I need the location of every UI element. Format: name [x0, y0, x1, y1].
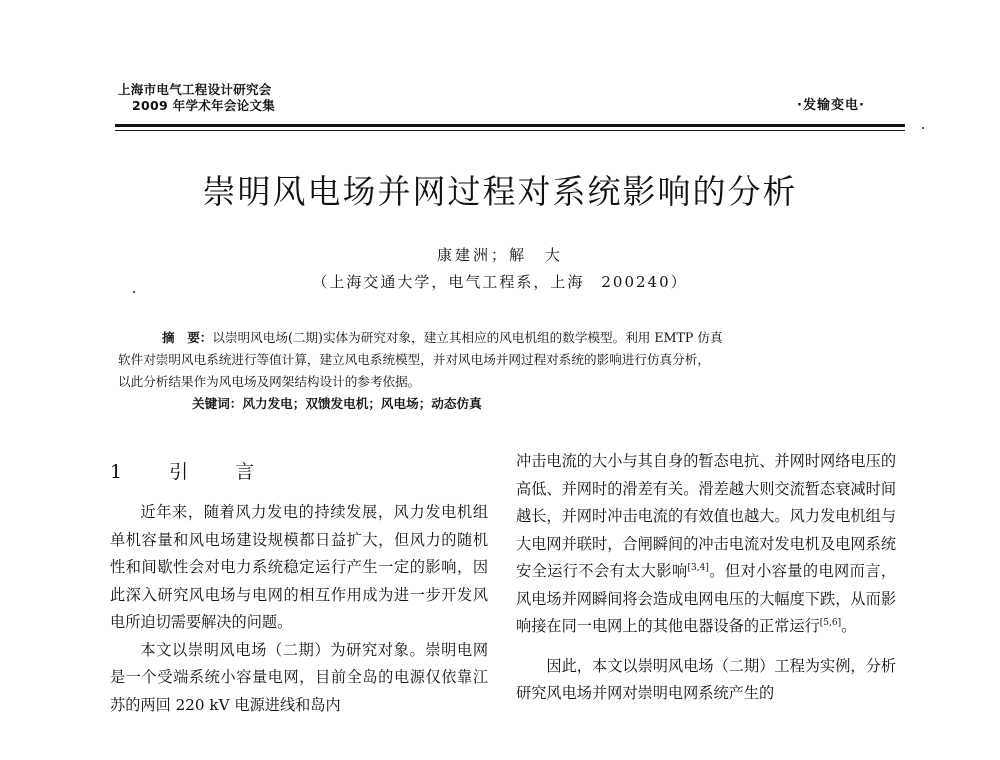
abstract-line: 软件对崇明风电系统进行等值计算，建立风电系统模型，并对风电场并网过程对系统的影响进行仿真分析， — [118, 352, 710, 367]
citation: [3,4] — [687, 562, 709, 573]
paper-authors: 康建洲；解 大 — [436, 246, 563, 264]
journal-header — [118, 82, 275, 114]
abstract — [118, 327, 883, 415]
scan-speck — [922, 127, 924, 129]
header-rule-thin — [115, 130, 905, 131]
paper-affiliation: （上海交通大学，电气工程系，上海 200240） — [312, 273, 688, 291]
body-paragraph: 本文以崇明风电场（二期）为研究对象。崇明电网是一个受端系统小容量电网，目前全岛的电源仅依靠江苏的两回 220 kV 电源进线和岛内 — [110, 640, 488, 714]
header-rule-thick — [115, 124, 905, 127]
keywords-text: 风力发电；双馈发电机；风电场；动态仿真 — [242, 396, 482, 411]
paragraph-text: 。但对小容量的电网而言，风电场并网瞬间将会造成电网电压的大幅度下跌，从而影响接在同一电网上的其他电器设备的正常运行 — [516, 562, 896, 635]
abstract-line — [118, 327, 883, 349]
right-column — [516, 448, 896, 708]
paragraph-text: 冲击电流的大小与其自身的暂态电抗、并网时网络电压的高低、并网时的滑差有关。滑差越大则交流暂态衰减时间越长，并网时冲击电流的有效值也越大。风力发电机组与大电网并联时，合闸瞬间的冲击电流对发电机及电网系统安全运行不会有太大影响 — [516, 452, 896, 580]
left-column — [110, 448, 488, 719]
body-paragraph: 因此，本文以崇明风电场（二期）工程为实例，分析研究风电场并网对崇明电网系统产生的 — [516, 656, 896, 702]
proceedings-name: 2009 年学术年会论文集 — [132, 98, 276, 113]
section-label: ·发输变电· — [797, 98, 865, 113]
body-paragraph: 近年来，随着风力发电的持续发展，风力发电机组单机容量和风电场建设规模都日益扩大，但风力的随机性和间歇性会对电力系统稳定运行产生一定的影响，因此深入研究风电场与电网的相互作用成为进一步开发风电所迫切需要解决的问题。 — [110, 503, 488, 631]
abstract-label: 摘 要： — [162, 330, 213, 345]
paper-title: 崇明风电场并网过程对系统影响的分析 — [202, 172, 798, 211]
paragraph-gap — [516, 641, 896, 653]
keywords-label: 关键词： — [192, 396, 243, 411]
paragraph-text: 。 — [841, 617, 857, 635]
body-paragraph — [516, 448, 896, 641]
abstract-text: 以崇明风电场(二期)实体为研究对象，建立其相应的风电机组的数学模型。利用 EMTP 仿真 — [212, 330, 723, 345]
keywords — [118, 393, 883, 415]
abstract-line: 以此分析结果作为风电场及网架结构设计的参考依据。 — [118, 374, 421, 389]
society-name: 上海市电气工程设计研究会 — [118, 82, 272, 97]
section-heading: 1 引 言 — [110, 461, 269, 483]
citation: [5,6] — [819, 617, 842, 628]
